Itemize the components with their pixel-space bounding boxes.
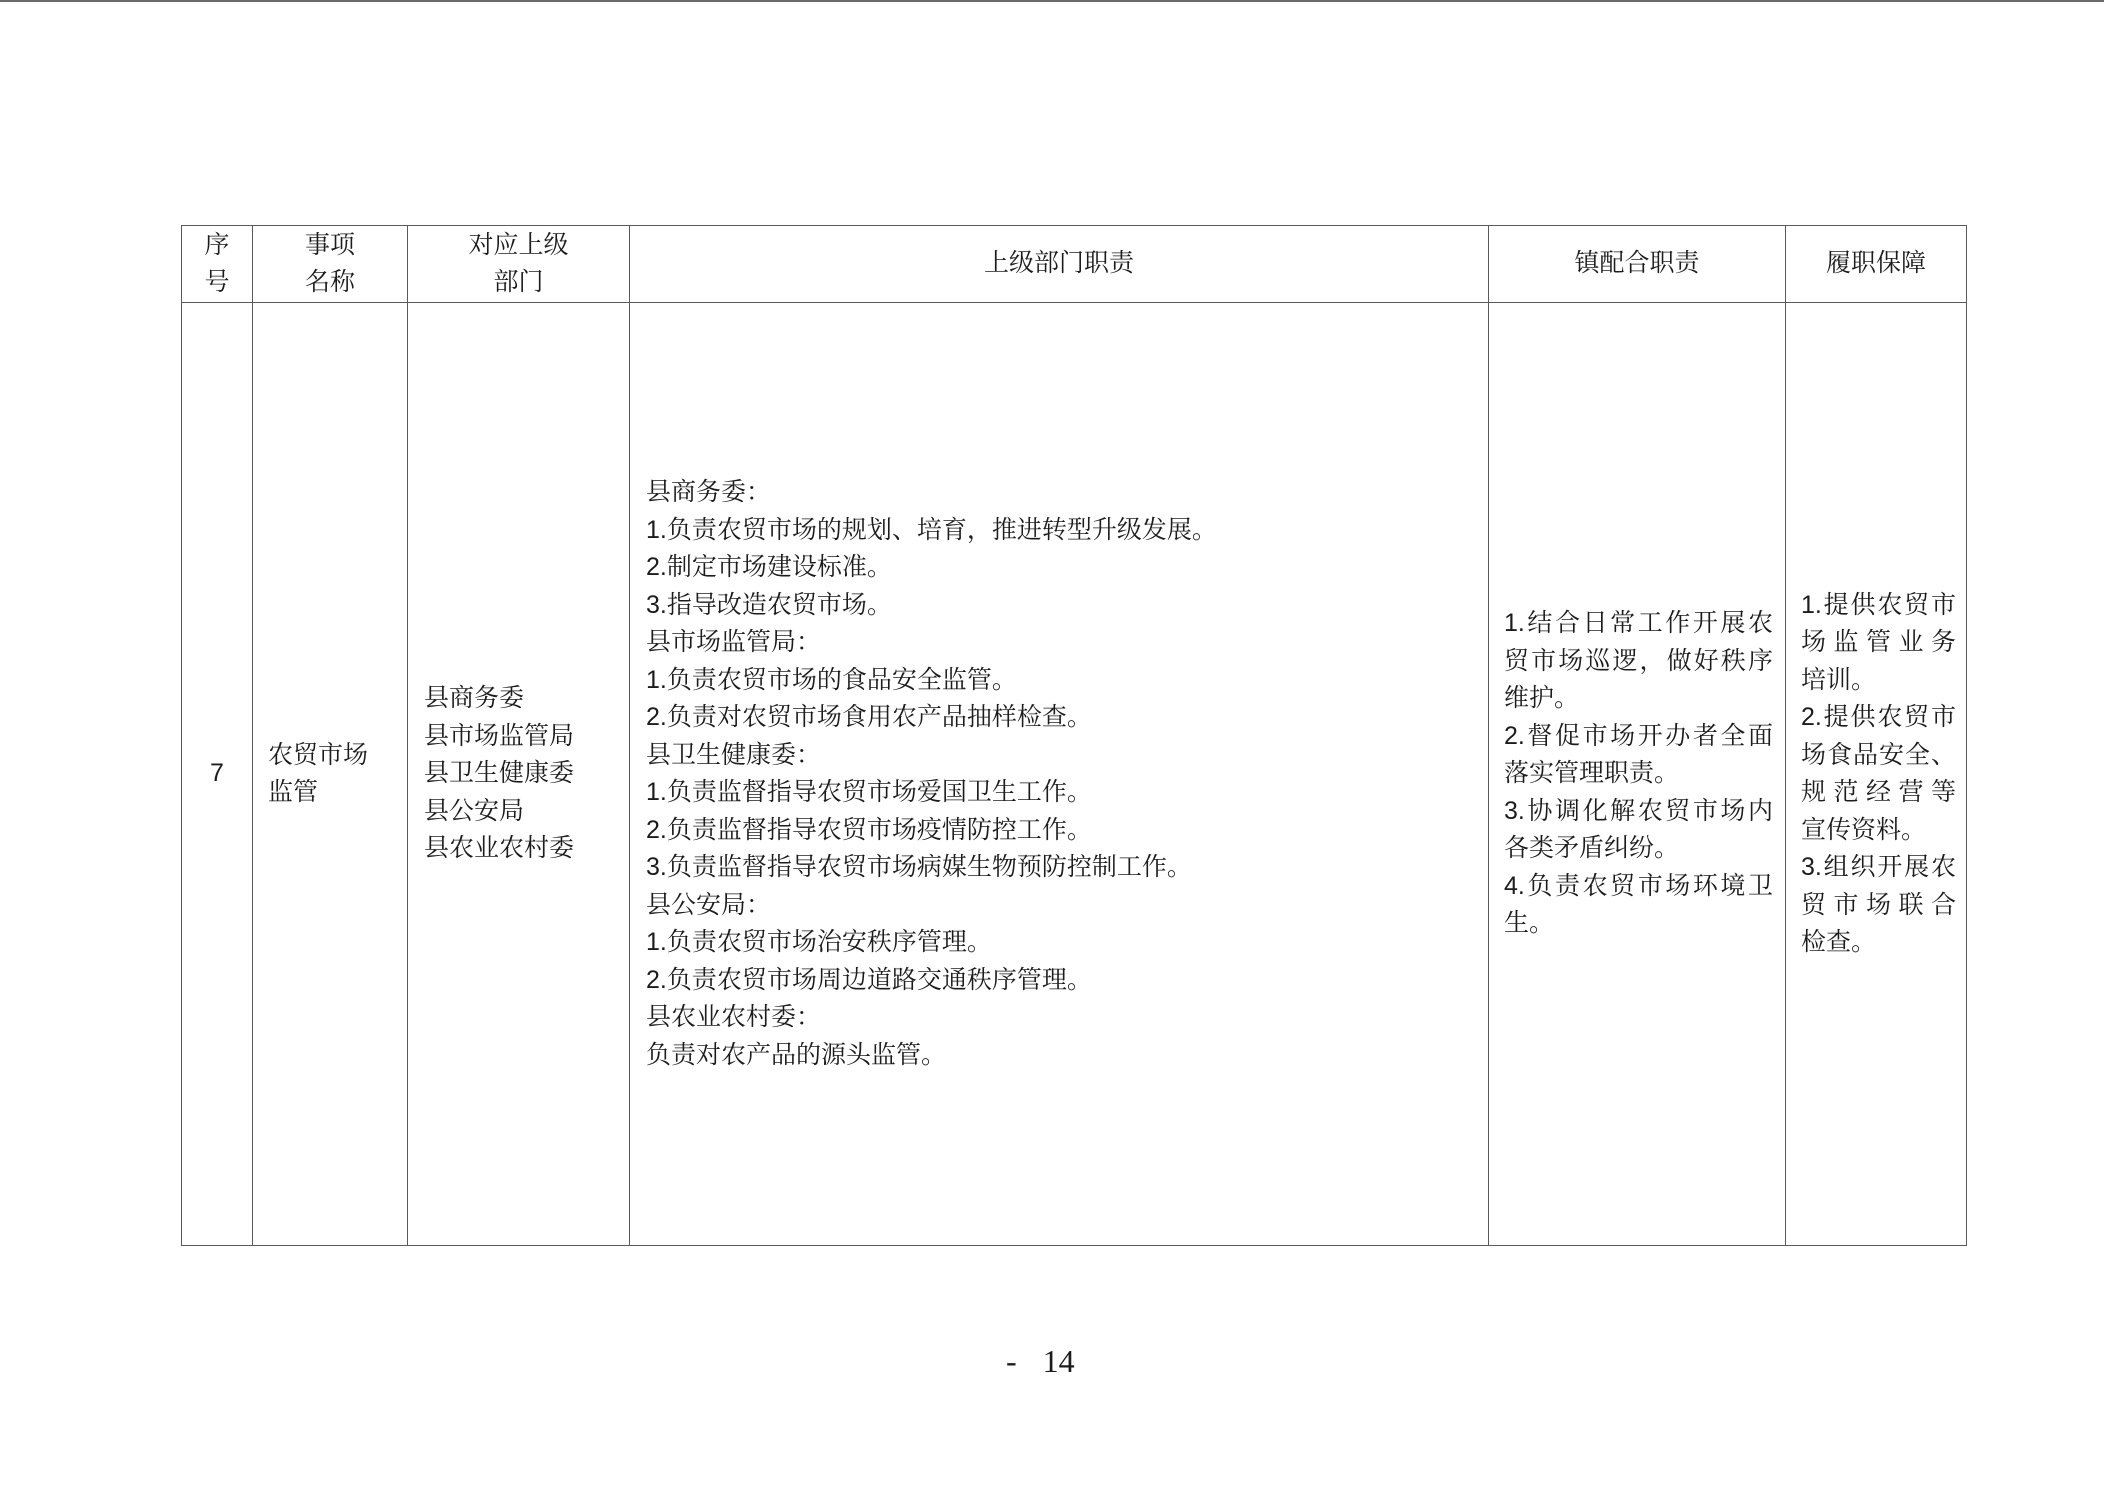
- dept-name: 县市场监管局: [424, 721, 575, 750]
- town-duty-item: [1504, 793, 1773, 868]
- dept-name: 县商务委: [424, 684, 525, 713]
- guarantee-item: [1801, 587, 1956, 700]
- town-duty-line: 维护。: [1504, 684, 1580, 713]
- guarantee-item: [1801, 849, 1956, 962]
- guarantee-line: 贸市场联合: [1801, 890, 1956, 919]
- page-top-edge: [0, 0, 2104, 2]
- cell-item-name: [253, 303, 408, 1246]
- superior-duty-line: 1.负责监督指导农贸市场爱国卫生工作。: [646, 778, 1092, 806]
- town-duty-line: 3.协调化解农贸市场内: [1504, 796, 1773, 825]
- item-name-line: 监管: [268, 778, 319, 806]
- header-superior-dept-line: 部门: [493, 268, 544, 296]
- dept-name: 县卫生健康委: [424, 759, 575, 788]
- cell-seq: 7: [182, 303, 253, 1246]
- header-item-name: [253, 226, 408, 303]
- superior-duty-line: 负责对农产品的源头监管。: [646, 1040, 947, 1069]
- guarantee-line: 2.提供农贸市: [1801, 703, 1956, 731]
- header-guarantee: 履职保障: [1786, 226, 1967, 303]
- superior-duty-line: 2.负责对农贸市场食用农产品抽样检查。: [646, 703, 1092, 731]
- superior-duty-line: 县卫生健康委：: [646, 740, 822, 769]
- guarantee-line: 场监管业务: [1801, 628, 1956, 656]
- header-seq-line: 序: [204, 230, 230, 259]
- cell-superior-duties: [630, 303, 1489, 1246]
- guarantee-line: 宣传资料。: [1801, 815, 1927, 844]
- dept-name: 县公安局: [424, 796, 525, 825]
- guarantee-line: 检查。: [1801, 928, 1877, 956]
- guarantee-line: 场食品安全、: [1801, 740, 1956, 769]
- guarantee-item: [1801, 699, 1956, 849]
- superior-duty-line: 县商务委：: [646, 478, 772, 506]
- duty-table: [181, 225, 1967, 1246]
- cell-guarantee: [1786, 303, 1967, 1246]
- town-duty-line: 贸市场巡逻，做好秩序: [1504, 646, 1773, 675]
- superior-duty-line: 1.负责农贸市场的食品安全监管。: [646, 665, 1017, 694]
- town-duty-line: 1.结合日常工作开展农: [1504, 609, 1773, 638]
- table-row: [182, 303, 1967, 1246]
- cell-town-duties: [1489, 303, 1786, 1246]
- superior-duty-line: 县市场监管局：: [646, 628, 822, 656]
- header-town-duties: 镇配合职责: [1489, 226, 1786, 303]
- header-superior-dept-line: 对应上级: [468, 230, 569, 259]
- dept-name: 县农业农村委: [424, 834, 575, 863]
- town-duty-line: 落实管理职责。: [1504, 759, 1680, 788]
- town-duty-line: 4.负责农贸市场环境卫: [1504, 871, 1773, 900]
- town-duty-line: 各类矛盾纠纷。: [1504, 834, 1680, 863]
- superior-duty-line: 县公安局：: [646, 890, 772, 919]
- superior-duty-line: 1.负责农贸市场的规划、培育，推进转型升级发展。: [646, 515, 1217, 544]
- header-superior-duties: 上级部门职责: [630, 226, 1489, 303]
- header-superior-dept: [408, 226, 630, 303]
- superior-duty-line: 3.负责监督指导农贸市场病媒生物预防控制工作。: [646, 853, 1192, 881]
- guarantee-line: 3.组织开展农: [1801, 853, 1956, 881]
- cell-superior-depts: [408, 303, 630, 1246]
- town-duty-line: 2.督促市场开办者全面: [1504, 721, 1773, 750]
- item-name-line: 农贸市场: [268, 740, 369, 769]
- header-seq: [182, 226, 253, 303]
- town-duty-line: 生。: [1504, 909, 1555, 938]
- header-seq-line: 号: [204, 268, 230, 296]
- superior-duty-line: 1.负责农贸市场治安秩序管理。: [646, 928, 992, 956]
- superior-duty-line: 2.负责监督指导农贸市场疫情防控工作。: [646, 815, 1092, 844]
- superior-duty-line: 2.负责农贸市场周边道路交通秩序管理。: [646, 965, 1092, 994]
- header-item-name-line: 事项: [304, 230, 355, 259]
- guarantee-line: 1.提供农贸市: [1801, 590, 1956, 619]
- superior-duty-line: 2.制定市场建设标准。: [646, 553, 892, 581]
- superior-duty-line: 县农业农村委：: [646, 1003, 822, 1031]
- header-item-name-line: 名称: [304, 268, 355, 296]
- header-row: [182, 226, 1967, 303]
- town-duty-item: [1504, 868, 1773, 943]
- town-duty-item: [1504, 718, 1773, 793]
- guarantee-line: 培训。: [1801, 665, 1877, 694]
- guarantee-line: 规范经营等: [1801, 778, 1956, 806]
- town-duty-item: [1504, 605, 1773, 718]
- superior-duty-line: 3.指导改造农贸市场。: [646, 590, 892, 619]
- page-number: - 14: [1006, 1343, 1075, 1379]
